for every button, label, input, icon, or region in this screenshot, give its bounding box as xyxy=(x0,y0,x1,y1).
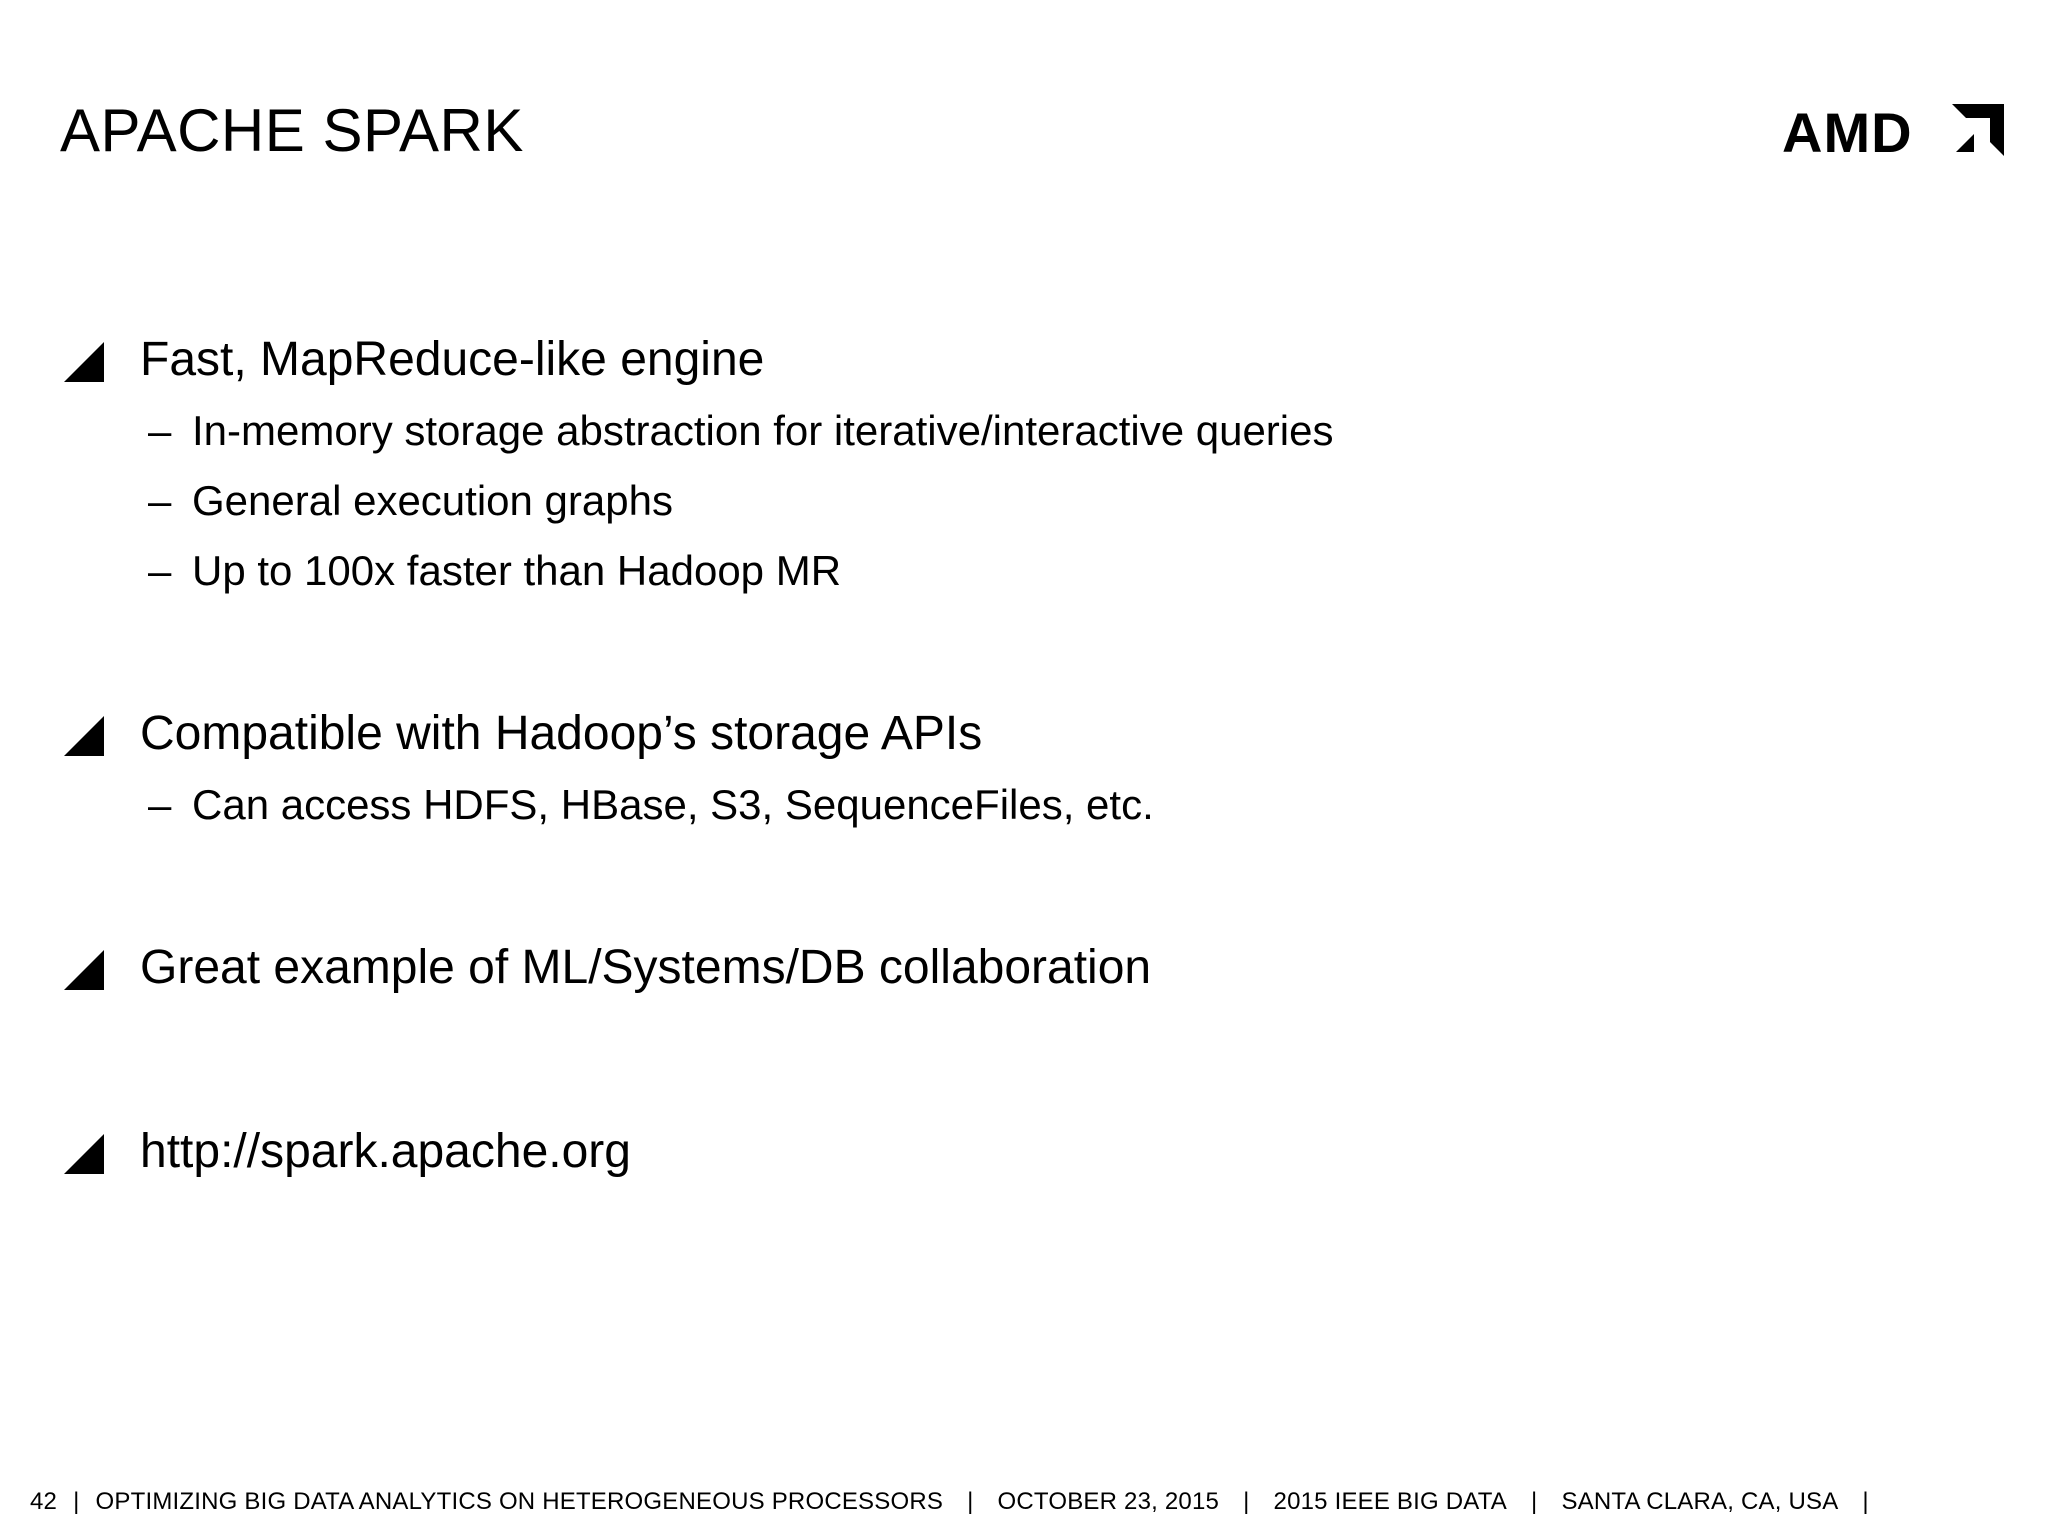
footer-separator: | xyxy=(1531,1488,1538,1515)
amd-logo-text: AMD xyxy=(1782,104,1913,156)
sub-item-text: General execution graphs xyxy=(192,477,673,524)
dash-marker: ‒ xyxy=(148,547,172,594)
footer-talk-title: OPTIMIZING BIG DATA ANALYTICS ON HETEROGENEOUS PROCESSORS xyxy=(95,1488,944,1515)
bullet-item xyxy=(64,330,1334,606)
footer-separator: | xyxy=(967,1488,974,1515)
triangle-bullet-icon xyxy=(64,1134,104,1174)
bullet-link-text[interactable]: http://spark.apache.org xyxy=(140,1125,631,1178)
footer-separator: | xyxy=(1862,1488,1869,1515)
slide-title: APACHE SPARK xyxy=(60,97,524,164)
footer-page-number: 42 xyxy=(30,1488,58,1515)
sub-item-text: Up to 100x faster than Hadoop MR xyxy=(192,547,842,594)
bullet-text: Compatible with Hadoop’s storage APIs xyxy=(140,707,983,760)
triangle-bullet-icon xyxy=(64,342,104,382)
dash-marker: ‒ xyxy=(148,407,172,454)
triangle-bullet-icon xyxy=(64,716,104,756)
footer-event: 2015 IEEE BIG DATA xyxy=(1273,1488,1507,1515)
bullet-text: Great example of ML/Systems/DB collaboration xyxy=(140,941,1152,994)
triangle-bullet-icon xyxy=(64,950,104,990)
footer-date: OCTOBER 23, 2015 xyxy=(997,1488,1220,1515)
amd-arrow-icon xyxy=(1952,104,2004,156)
bullet-item xyxy=(64,704,1154,840)
footer-separator: | xyxy=(1243,1488,1250,1515)
dash-marker: ‒ xyxy=(148,781,172,828)
amd-logo xyxy=(1782,104,2004,156)
sub-item-text: Can access HDFS, HBase, S3, SequenceFiles, etc. xyxy=(192,781,1154,828)
slide-footer xyxy=(30,1488,1893,1516)
sub-item-text: In-memory storage abstraction for iterative/interactive queries xyxy=(192,407,1334,454)
bullet-text: Fast, MapReduce-like engine xyxy=(140,333,765,386)
footer-location: SANTA CLARA, CA, USA xyxy=(1561,1488,1839,1515)
dash-marker: ‒ xyxy=(148,477,172,524)
footer-separator: | xyxy=(73,1488,80,1515)
